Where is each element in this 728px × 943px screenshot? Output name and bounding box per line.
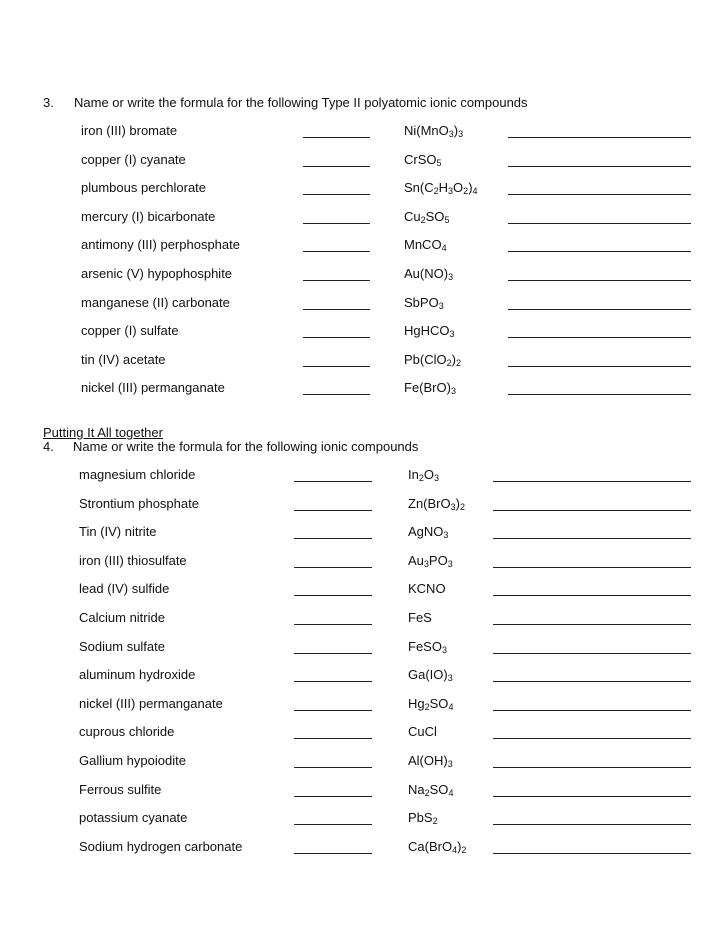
worksheet-row xyxy=(0,839,728,859)
name-answer-blank[interactable] xyxy=(508,366,691,367)
name-answer-blank[interactable] xyxy=(493,481,691,482)
formula-answer-blank[interactable] xyxy=(294,624,372,625)
compound-name: Calcium nitride xyxy=(79,610,165,625)
name-answer-blank[interactable] xyxy=(493,738,691,739)
worksheet-row xyxy=(0,610,728,630)
compound-name: Sodium sulfate xyxy=(79,638,165,654)
section-4-number: 4. xyxy=(43,439,54,454)
name-answer-blank[interactable] xyxy=(493,681,691,682)
chemical-formula: KCNO xyxy=(408,581,446,597)
chemical-formula: $Au_3PO_3$ xyxy=(408,552,453,569)
compound-name: iron (III) bromate xyxy=(81,123,178,138)
name-answer-blank[interactable] xyxy=(508,223,691,224)
formula-answer-blank[interactable] xyxy=(303,337,370,338)
worksheet-row xyxy=(0,323,728,343)
worksheet-row xyxy=(0,123,728,143)
compound-name: Strontium phosphate xyxy=(79,495,199,511)
chemical-formula: FeS xyxy=(408,610,432,625)
compound-name: Tin (IV) nitrite xyxy=(79,524,157,540)
worksheet-row xyxy=(0,696,728,716)
worksheet-row xyxy=(0,753,728,773)
compound-name: copper (I) cyanate xyxy=(81,151,186,167)
formula-answer-blank[interactable] xyxy=(303,223,370,224)
compound-name: plumbous perchlorate xyxy=(81,180,207,196)
formula-answer-blank[interactable] xyxy=(303,137,370,138)
formula-answer-blank[interactable] xyxy=(294,567,372,568)
formula-answer-blank[interactable] xyxy=(294,767,372,768)
chemical-formula: AgNO$_3$ xyxy=(408,524,449,541)
name-answer-blank[interactable] xyxy=(493,767,691,768)
worksheet-row xyxy=(0,266,728,286)
worksheet-row xyxy=(0,782,728,802)
worksheet-row xyxy=(0,180,728,200)
compound-name: aluminum hydroxide xyxy=(79,667,196,683)
name-answer-blank[interactable] xyxy=(493,710,691,711)
chemical-formula: $Hg_2SO_4$ xyxy=(408,695,454,712)
worksheet-row xyxy=(0,467,728,487)
worksheet-row xyxy=(0,352,728,372)
compound-name: mercury (I) bicarbonate xyxy=(81,208,216,224)
name-answer-blank[interactable] xyxy=(493,510,691,511)
section-4-title: Putting It All together xyxy=(43,425,163,440)
name-answer-blank[interactable] xyxy=(508,309,691,310)
chemical-formula: HgHCO$_3$ xyxy=(404,323,455,340)
compound-name: arsenic (V) hypophosphite xyxy=(81,266,233,281)
chemical-formula: $Sn(C_2H_3O_2)_4$ xyxy=(404,180,478,197)
compound-name: manganese (II) carbonate xyxy=(81,294,230,310)
chemical-formula: $Ni(MnO_3)_3$ xyxy=(404,123,464,139)
chemical-formula: CrSO$_5$ xyxy=(404,151,442,168)
compound-name: iron (III) thiosulfate xyxy=(79,552,187,568)
formula-answer-blank[interactable] xyxy=(294,824,372,825)
name-answer-blank[interactable] xyxy=(508,337,691,338)
formula-answer-blank[interactable] xyxy=(294,853,372,854)
formula-answer-blank[interactable] xyxy=(294,510,372,511)
formula-answer-blank[interactable] xyxy=(303,166,370,167)
chemical-formula: CuCl xyxy=(408,724,437,740)
worksheet-row xyxy=(0,295,728,315)
chemical-formula: $In_2O_3$ xyxy=(408,467,439,483)
chemical-formula: FeSO$_3$ xyxy=(408,638,447,655)
name-answer-blank[interactable] xyxy=(493,653,691,654)
name-answer-blank[interactable] xyxy=(508,194,691,195)
worksheet-row xyxy=(0,810,728,830)
name-answer-blank[interactable] xyxy=(493,567,691,568)
chemical-formula: $Ga(IO)_3$ xyxy=(408,667,453,684)
formula-answer-blank[interactable] xyxy=(303,366,370,367)
formula-answer-blank[interactable] xyxy=(303,280,370,281)
chemical-formula: $Ca(BrO_4)_2$ xyxy=(408,838,467,855)
chemical-formula: $Na_2SO_4$ xyxy=(408,781,454,798)
formula-answer-blank[interactable] xyxy=(294,796,372,797)
worksheet-row xyxy=(0,639,728,659)
section-4-instruction: Name or write the formula for the following ionic compounds xyxy=(73,439,419,454)
compound-name: magnesium chloride xyxy=(79,467,196,482)
compound-name: tin (IV) acetate xyxy=(81,351,166,367)
formula-answer-blank[interactable] xyxy=(303,309,370,310)
formula-answer-blank[interactable] xyxy=(303,194,370,195)
worksheet-row xyxy=(0,524,728,544)
formula-answer-blank[interactable] xyxy=(303,394,370,395)
worksheet-row xyxy=(0,581,728,601)
compound-name: Ferrous sulfite xyxy=(79,781,162,797)
chemical-formula: $Cu_2SO_5$ xyxy=(404,208,450,225)
name-answer-blank[interactable] xyxy=(493,824,691,825)
section-3-instruction: Name or write the formula for the following Type II polyatomic ionic compounds xyxy=(74,95,528,110)
name-answer-blank[interactable] xyxy=(508,280,691,281)
compound-name: Sodium hydrogen carbonate xyxy=(79,838,243,854)
compound-name: lead (IV) sulfide xyxy=(79,581,170,597)
name-answer-blank[interactable] xyxy=(493,853,691,854)
formula-answer-blank[interactable] xyxy=(294,681,372,682)
compound-name: copper (I) sulfate xyxy=(81,323,179,339)
worksheet-row xyxy=(0,553,728,573)
worksheet-row xyxy=(0,209,728,229)
compound-name: nickel (III) permanganate xyxy=(79,695,223,711)
name-answer-blank[interactable] xyxy=(508,166,691,167)
chemical-formula: $Au(NO)_3$ xyxy=(404,266,454,282)
name-answer-blank[interactable] xyxy=(493,595,691,596)
worksheet-row xyxy=(0,496,728,516)
worksheet-row xyxy=(0,237,728,257)
name-answer-blank[interactable] xyxy=(493,538,691,539)
worksheet-row xyxy=(0,152,728,172)
chemical-formula: $Zn(BrO_3)_2$ xyxy=(408,495,465,512)
formula-answer-blank[interactable] xyxy=(294,710,372,711)
name-answer-blank[interactable] xyxy=(508,137,691,138)
name-answer-blank[interactable] xyxy=(508,251,691,252)
compound-name: antimony (III) perphosphate xyxy=(81,237,240,253)
compound-name: nickel (III) permanganate xyxy=(81,380,225,396)
name-answer-blank[interactable] xyxy=(508,394,691,395)
formula-answer-blank[interactable] xyxy=(294,538,372,539)
formula-answer-blank[interactable] xyxy=(303,251,370,252)
chemical-formula: MnCO$_4$ xyxy=(404,237,447,254)
worksheet-row xyxy=(0,667,728,687)
worksheet-row xyxy=(0,380,728,400)
chemical-formula: PbS$_2$ xyxy=(408,810,438,827)
compound-name: Gallium hypoiodite xyxy=(79,753,186,768)
compound-name: potassium cyanate xyxy=(79,810,188,826)
worksheet-row xyxy=(0,724,728,744)
formula-answer-blank[interactable] xyxy=(294,653,372,654)
chemical-formula: $Fe(BrO)_3$ xyxy=(404,380,456,397)
formula-answer-blank[interactable] xyxy=(294,738,372,739)
compound-name: cuprous chloride xyxy=(79,724,175,740)
formula-answer-blank[interactable] xyxy=(294,481,372,482)
chemical-formula: $Al(OH)_3$ xyxy=(408,753,453,769)
chemical-formula: SbPO$_3$ xyxy=(404,294,444,311)
section-3-number: 3. xyxy=(43,95,54,110)
name-answer-blank[interactable] xyxy=(493,624,691,625)
name-answer-blank[interactable] xyxy=(493,796,691,797)
formula-answer-blank[interactable] xyxy=(294,595,372,596)
chemical-formula: $Pb(ClO_2)_2$ xyxy=(404,351,461,368)
